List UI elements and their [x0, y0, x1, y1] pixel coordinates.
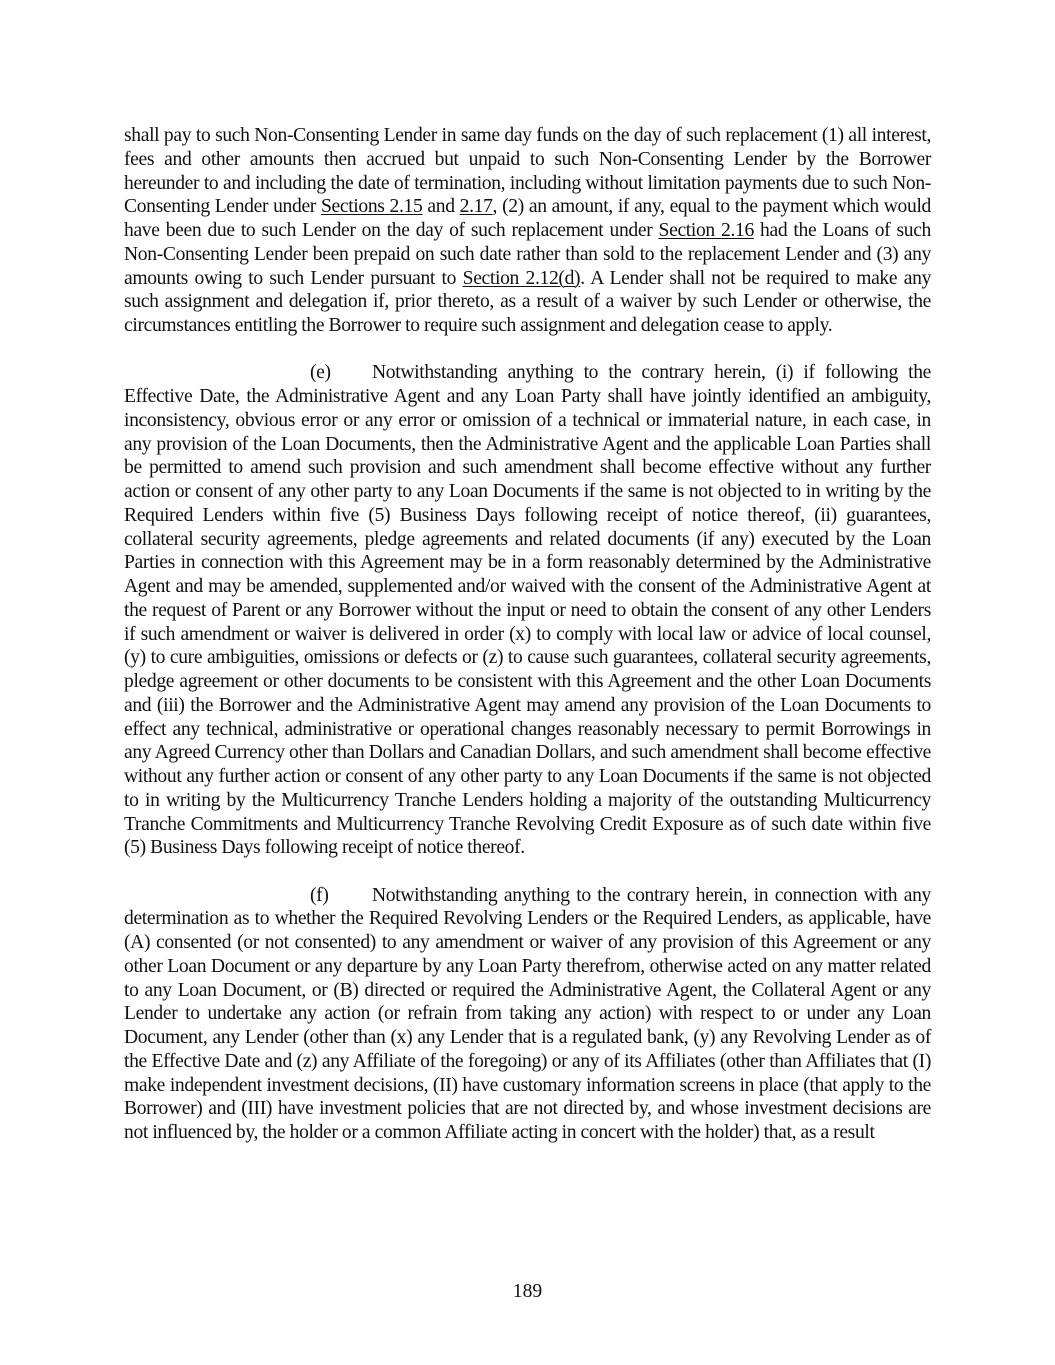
- paragraph-clause-e: [124, 361, 931, 860]
- cross-reference-link[interactable]: Section 2.16: [658, 220, 754, 241]
- paragraph-continuation: [124, 124, 931, 338]
- cross-reference-link[interactable]: Sections 2.15: [320, 196, 423, 218]
- paragraph-clause-f: [124, 884, 931, 1145]
- cross-reference-link[interactable]: Section 2.12(d): [462, 267, 581, 289]
- page-number: 189: [512, 1281, 543, 1302]
- text-run: shall pay to such Non-Consenting Lender in same day funds on the day of such replacement (1) all interest, fees and other amounts then accrued but unpaid to such Non-Consenting Lender by the Borrower hereunder to and including the date of termination, including without limitation payments due to such Non-Consenting Lender under: [124, 125, 931, 218]
- clause-enumerator: (e): [310, 362, 331, 384]
- document-page: [124, 124, 931, 1145]
- cross-reference-link[interactable]: 2.17: [459, 196, 493, 218]
- text-run: and: [422, 196, 460, 218]
- text-run: Notwithstanding anything to the contrary herein, in connection with any determination as to whether the Required Revolving Lenders or the Required Lenders, as applicable, have (A) consented (or not consented) to any amendment or waiver of any provision of this Agreement or any other Loan Document or any departure by any Loan Party therefrom, otherwise acted on any matter related to any Loan Document, or (B) directed or required the Administrative Agent, the Collateral Agent or any Lender to undertake any action (or refrain from taking any action) with respect to or under any Loan Document, any Lender (other than (x) any Lender that is a regulated bank, (y) any Revolving Lender as of the Effective Date and (z) any Affiliate of the foregoing) or any of its Affiliates (other than Affiliates that (I) make independent investment decisions, (II) have customary information screens in place (that apply to the Borrower) and (III) have investment policies that are not directed by, and whose investment decisions are not influenced by, the holder or a common Affiliate acting in concert with the holder) that, as a result: [124, 884, 931, 1143]
- text-run: Notwithstanding anything to the contrary herein, (i) if following the Effective Date, the Administrative Agent and any Loan Party shall have jointly identified an ambiguity, inconsistency, obvious error or any error or omission of a technical or immaterial nature, in each case, in any provision of the Loan Documents, then the Administrative Agent and the applicable Loan Parties shall be permitted to amend such provision and such amendment shall become effective without any further action or consent of any other party to any Loan Documents if the same is not objected to in writing by the Required Lenders within five (5) Business Days following receipt of notice thereof, (ii) guarantees, collateral security agreements, pledge agreements and related documents (if any) executed by the Loan Parties in connection with this Agreement may be in a form reasonably determined by the Administrative Agent and may be amended, supplemented and/or waived with the consent of the Administrative Agent at the request of Parent or any Borrower without the input or need to obtain the consent of any other Lenders if such amendment or waiver is delivered in order (x) to comply with local law or advice of local counsel, (y) to cure ambiguities, omissions or defects or (z) to cause such guarantees, collateral security agreements, pledge agreement or other documents to be consistent with this Agreement and the other Loan Documents and (iii) the Borrower and the Administrative Agent may amend any provision of the Loan Documents to effect any technical, administrative or operational changes reasonably necessary to permit Borrowings in any Agreed Currency other than Dollars and Canadian Dollars, and such amendment shall become effective without any further action or consent of any other party to any Loan Documents if the same is not objected to in writing by the Multicurrency Tranche Lenders holding a majority of the outstanding Multicurrency Tranche Commitments and Multicurrency Tranche Revolving Credit Exposure as of such date within five (5) Business Days following receipt of notice thereof.: [124, 362, 931, 859]
- text-run: , (2) an amount, if any, equal to the payment which would have been due to such Lender on the day of such replacement under: [124, 196, 931, 241]
- text-run: . A Lender shall not be required to make any such assignment and delegation if, prior thereto, as a result of a waiver by such Lender or otherwise, the circumstances entitling the Borrower to require such assignment and delegation cease to apply.: [124, 267, 932, 336]
- text-run: had the Loans of such Non-Consenting Lender been prepaid on such date rather than sold to the replacement Lender and (3) any amounts owing to such Lender pursuant to: [124, 220, 931, 289]
- clause-enumerator: (f): [310, 884, 329, 906]
